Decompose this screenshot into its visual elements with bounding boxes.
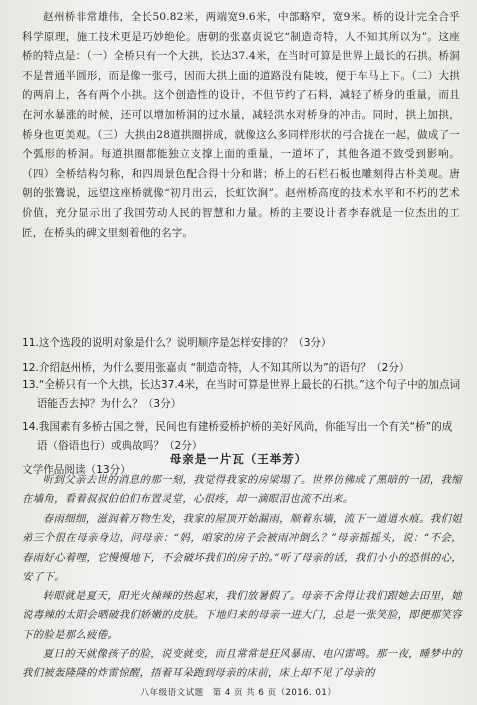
question-14: 14.我国素有多桥古国之誉，民间也有建桥爱桥护桥的美好风尚，你能写出一个有关“桥”的成语（俗语也行）或典故吗？（2分） — [22, 421, 453, 452]
story-paragraph-1: 听到父亲去世的消息的那一刻，我觉得我家的房梁塌了。世界仿佛成了黑暗的一团，我缩在墙角，看着叔叔伯伯们布置灵堂，心很疼，却一滴眼泪也流不出来。 — [22, 474, 462, 506]
question-13: 13.“全桥只有一个大拱，长达37.4米，在当时可算是世界上最长的石拱。”这个句子中的加点词语能否去掉？为什么？（3分） — [22, 379, 461, 410]
story-paragraph-3: 转眼就是夏天，阳光火辣辣的热起来，我们放暑假了。母亲不舍得让我们跟她去田里，她说毒辣的太阳会晒破我们娇嫩的皮肤。下地归来的母亲一进大门，总是一张笑脸，即便那笑容下的脸是那么疲倦。 — [22, 590, 462, 641]
story-paragraph-4: 夏日的天就像孩子的脸，说变就变，而且常常是狂风暴雨、电闪雷鸣。那一夜，睡梦中的我们被轰隆隆的炸雷惊醒，捂着耳朵跑到母亲的床前，床上却不见了母亲的 — [22, 648, 462, 680]
question-12: 12.介绍赵州桥，为什么要用张嘉贞 “制造奇特，人不知其所以为”的语句？（2分） — [22, 362, 410, 374]
article-title: 母亲是一片瓦（王举芳） — [169, 452, 308, 466]
section-title: 文学作品阅读（13分） — [22, 464, 131, 476]
zhaozhou-bridge-passage: 赵州桥非常雄伟，全长50.82米，两端宽9.6米，中部略窄，宽9米。桥的设计完全合乎科学原理，施工技术更是巧妙绝伦。唐朝的张嘉贞说它“制造奇特，人不知其所以为”。这座桥的特点是：（一）全桥只有一个大拱，长达37.4米，在当时可算是世界上最长的石拱。桥洞不是普通半圆形，而是像一张弓，因而大拱上面的道路没有陡坡，便于车马上下。（二）大拱的两肩上，各有两个小拱。这个创造性的设计，不但节约了石料，减轻了桥身的重量，而且在河水暴涨的时候，还可以增加桥洞的过水量，减轻洪水对桥身的冲击。同时，拱上加拱，桥身也更美观。（三）大拱由28道拱圈拼成，就像这么多同样形状的弓合拢在一起，做成了一个弧形的桥洞。每道拱圈都能独立支撑上面的重量，一道坏了，其他各道不致受到影响。（四）全桥结构匀称，和四周景色配合得十分和谐；桥上的石栏石板也雕刻得古朴美观。唐朝的张鷟说，远望这座桥就像“初月出云，长虹饮涧”。赵州桥高度的技术水平和不朽的艺术价值，充分显示出了我国劳动人民的智慧和力量。桥的主要设计者李春就是一位杰出的工匠，在桥头的碑文里刻着他的名字。 — [22, 11, 460, 239]
question-11: 11.这个选段的说明对象是什么？说明顺序是怎样安排的？（3分） — [22, 337, 332, 349]
page-footer: 八年级语文试题 第 4 页 共 6 页（2016. 01） — [140, 688, 337, 698]
story-paragraph-2: 春雨细细，滋润着万物生发，我家的屋顶开始漏雨，顺着东墙，流下一道道水痕。我们姐弟三个很在母亲身边，问母亲：“妈，咱家的房子会被雨冲倒么？”母亲摇摇头，说：“不会，春雨好心着哩，它慢慢地下，不会破坏我们的房子的。”听了母亲的话，我们小小的恐惧的心，安了下。 — [22, 513, 462, 584]
